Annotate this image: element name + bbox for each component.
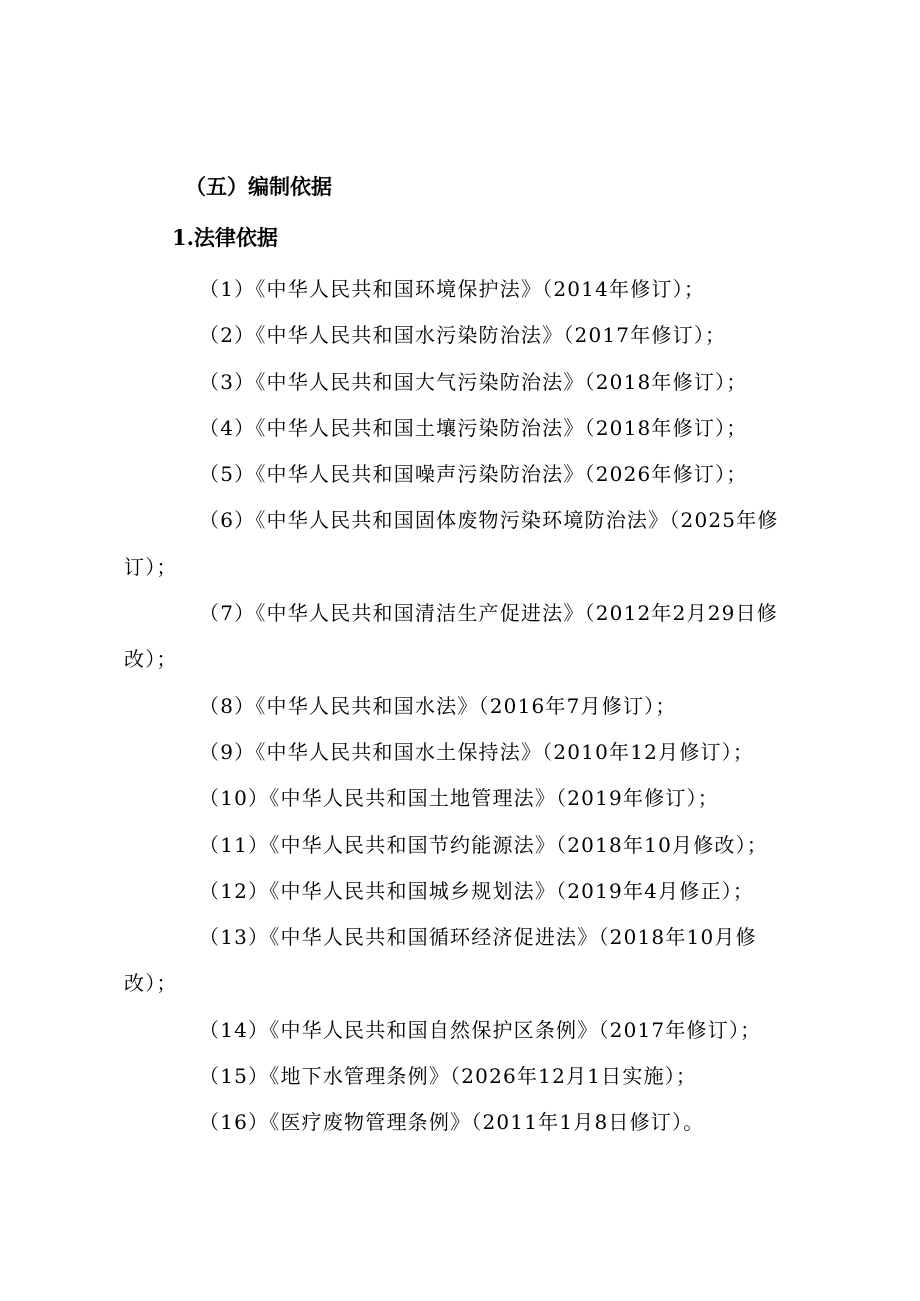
- item-number: （16）: [199, 1110, 270, 1135]
- law-item-11: [124, 822, 800, 868]
- law-item-14: [124, 1007, 800, 1053]
- section-heading: （五）编制依据: [185, 174, 332, 199]
- law-item-10: [124, 775, 800, 821]
- law-item-2: [124, 312, 800, 358]
- law-item-8: [124, 683, 800, 729]
- item-text: 《中华人民共和国环境保护法》（2014年修订）；: [255, 277, 706, 301]
- item-text: 《中华人民共和国土壤污染防治法》（2018年修订）；: [255, 415, 748, 440]
- law-item-3: [124, 359, 800, 405]
- item-number: （8）: [199, 693, 256, 718]
- law-item-5: [124, 451, 800, 497]
- item-number: （4）: [199, 415, 256, 440]
- law-item-12: [124, 868, 800, 914]
- item-number: （7）: [199, 601, 256, 626]
- law-item-9: [124, 729, 800, 775]
- law-item-6: [124, 497, 800, 590]
- sub-heading: 1.法律依据: [172, 225, 278, 250]
- law-list: [124, 266, 800, 1146]
- law-item-13: [124, 914, 800, 1007]
- item-number: （14）: [199, 1017, 270, 1042]
- law-item-16: [124, 1099, 800, 1145]
- item-text: 《中华人民共和国水污染防治法》（2017年修订）；: [255, 323, 727, 348]
- item-number: （15）: [199, 1064, 270, 1089]
- item-text: 《中华人民共和国噪声污染防治法》（2026年修订）；: [255, 462, 748, 487]
- item-number: （10）: [199, 786, 270, 811]
- law-item-1: [124, 266, 800, 312]
- item-number: （9）: [199, 739, 256, 764]
- item-number: （11）: [199, 832, 270, 857]
- item-text: 《医疗废物管理条例》（2011年1月8日修订）。: [269, 1110, 705, 1135]
- item-number: （3）: [199, 369, 256, 394]
- item-text: 《中华人民共和国节约能源法》（2018年10月修改）；: [269, 832, 768, 857]
- item-number: （12）: [199, 878, 270, 903]
- item-text: 《中华人民共和国城乡规划法》（2019年4月修正）；: [269, 878, 755, 903]
- item-text: 《中华人民共和国土地管理法》（2019年修订）；: [269, 786, 719, 811]
- item-number: （2）: [199, 323, 256, 348]
- item-text: 《中华人民共和国循环经济促进法》（2018年10月修改）；: [124, 925, 757, 996]
- item-number: （5）: [199, 462, 256, 487]
- law-item-15: [124, 1053, 800, 1099]
- item-text: 《中华人民共和国水土保持法》（2010年12月修订）；: [255, 739, 755, 764]
- item-text: 《中华人民共和国大气污染防治法》（2018年修订）；: [255, 369, 748, 394]
- item-text: 《中华人民共和国自然保护区条例》（2017年修订）；: [269, 1017, 762, 1042]
- item-number: （1）: [199, 277, 256, 301]
- law-item-4: [124, 405, 800, 451]
- item-text: 《中华人民共和国清洁生产促进法》（2012年2月29日修改）；: [124, 601, 778, 672]
- law-item-7: [124, 590, 800, 683]
- item-text: 《中华人民共和国固体废物污染环境防治法》（2025年修订）；: [124, 508, 779, 579]
- item-text: 《中华人民共和国水法》（2016年7月修订）；: [255, 693, 677, 718]
- item-number: （6）: [199, 508, 256, 533]
- item-text: 《地下水管理条例》（2026年12月1日实施）；: [269, 1064, 698, 1089]
- item-number: （13）: [199, 925, 270, 950]
